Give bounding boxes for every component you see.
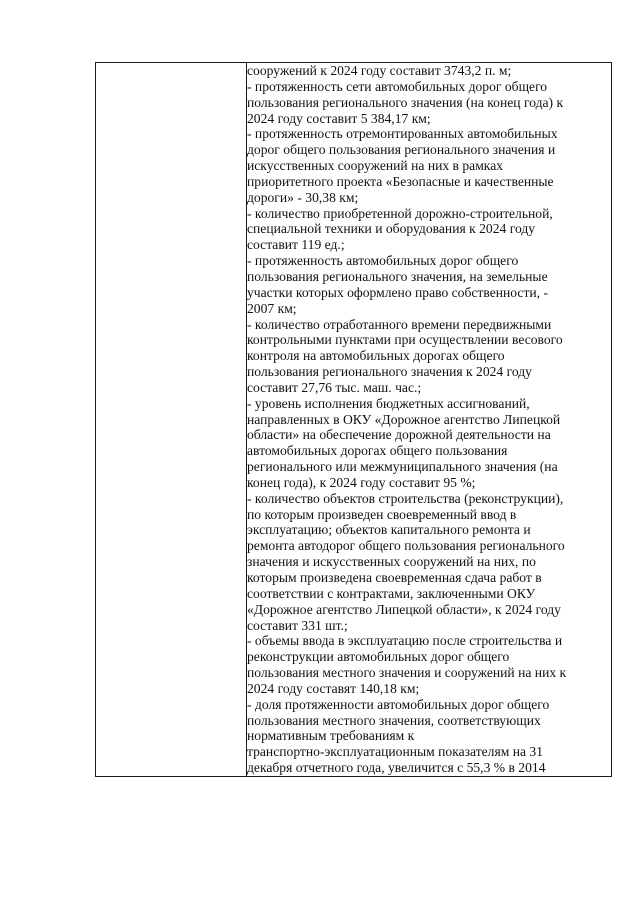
text-line: искусственных сооружений на них в рамках	[247, 158, 504, 174]
text-line: - объемы ввода в эксплуатацию после строительства и	[247, 633, 563, 649]
text-line: пользования регионального значения к 2024 году	[247, 364, 532, 380]
text-line: 2024 году составит 5 384,17 км;	[247, 110, 431, 126]
text-line: регионального или межмуниципального значения (на	[247, 459, 558, 475]
text-line: соответствии с контрактами, заключенными ОКУ	[247, 585, 536, 601]
text-line: по которым произведен своевременный ввод в	[247, 506, 517, 522]
text-line: дороги» - 30,38 км;	[247, 189, 359, 205]
text-line: специальной техники и оборудования к 2024 году	[247, 221, 536, 237]
text-line: контроля на автомобильных дорогах общего	[247, 348, 505, 364]
text-line: - количество отработанного времени передвижными	[247, 316, 552, 332]
text-line: значения и искусственных сооружений на них, по	[247, 554, 536, 570]
table-row	[96, 63, 612, 777]
text-line: 2024 году составят 140,18 км;	[247, 680, 420, 696]
text-line: - протяженность автомобильных дорог общего	[247, 253, 519, 269]
text-line: - доля протяженности автомобильных дорог общего	[247, 696, 550, 712]
empty-left-cell	[96, 63, 247, 777]
text-line: приоритетного проекта «Безопасные и качественные	[247, 173, 554, 189]
text-line: пользования местного значения, соответствующих	[247, 712, 541, 728]
text-line: сооружений к 2024 году составит 3743,2 п. м;	[247, 63, 512, 78]
text-line: составит 27,76 тыс. маш. час.;	[247, 379, 422, 395]
text-line: - протяженность отремонтированных автомобильных	[247, 126, 558, 142]
text-line: реконструкции автомобильных дорог общего	[247, 649, 510, 665]
text-line: составит 119 ед.;	[247, 237, 345, 253]
text-line: 2007 км;	[247, 300, 297, 316]
text-line: направленных в ОКУ «Дорожное агентство Липецкой	[247, 411, 561, 427]
text-line: - протяженность сети автомобильных дорог общего	[247, 78, 548, 94]
text-line: автомобильных дорогах общего пользования	[247, 443, 508, 459]
text-line: пользования регионального значения, на земельные	[247, 268, 548, 284]
text-line: пользования местного значения и сооружений на них к	[247, 665, 567, 681]
text-line: участки которых оформлено право собственности, -	[247, 284, 548, 300]
text-line: декабря отчетного года, увеличится с 55,3 % в 2014	[247, 760, 546, 776]
text-line: области» на обеспечение дорожной деятельности на	[247, 427, 551, 443]
text-line: - количество приобретенной дорожно-строительной,	[247, 205, 553, 221]
text-line: ремонта автодорог общего пользования регионального	[247, 538, 565, 554]
text-line: - количество объектов строительства (реконструкции),	[247, 490, 564, 506]
text-line: конец года), к 2024 году составит 95 %;	[247, 474, 476, 490]
text-line: транспортно-эксплуатационным показателям на 31	[247, 744, 544, 760]
indicators-text-cell	[247, 63, 612, 777]
text-line: дорог общего пользования регионального значения и	[247, 142, 556, 158]
indicators-table	[95, 62, 612, 777]
text-line: составит 331 шт.;	[247, 617, 348, 633]
text-line: - уровень исполнения бюджетных ассигнований,	[247, 395, 530, 411]
text-line: «Дорожное агентство Липецкой области», к 2024 году	[247, 601, 561, 617]
text-line: нормативным требованиям к	[247, 728, 415, 744]
text-line: пользования регионального значения (на конец года) к	[247, 94, 564, 110]
text-line: эксплуатацию; объектов капитального ремонта и	[247, 522, 531, 538]
text-line: контрольными пунктами при осуществлении весового	[247, 332, 563, 348]
text-line: которым произведена своевременная сдача работ в	[247, 570, 542, 585]
